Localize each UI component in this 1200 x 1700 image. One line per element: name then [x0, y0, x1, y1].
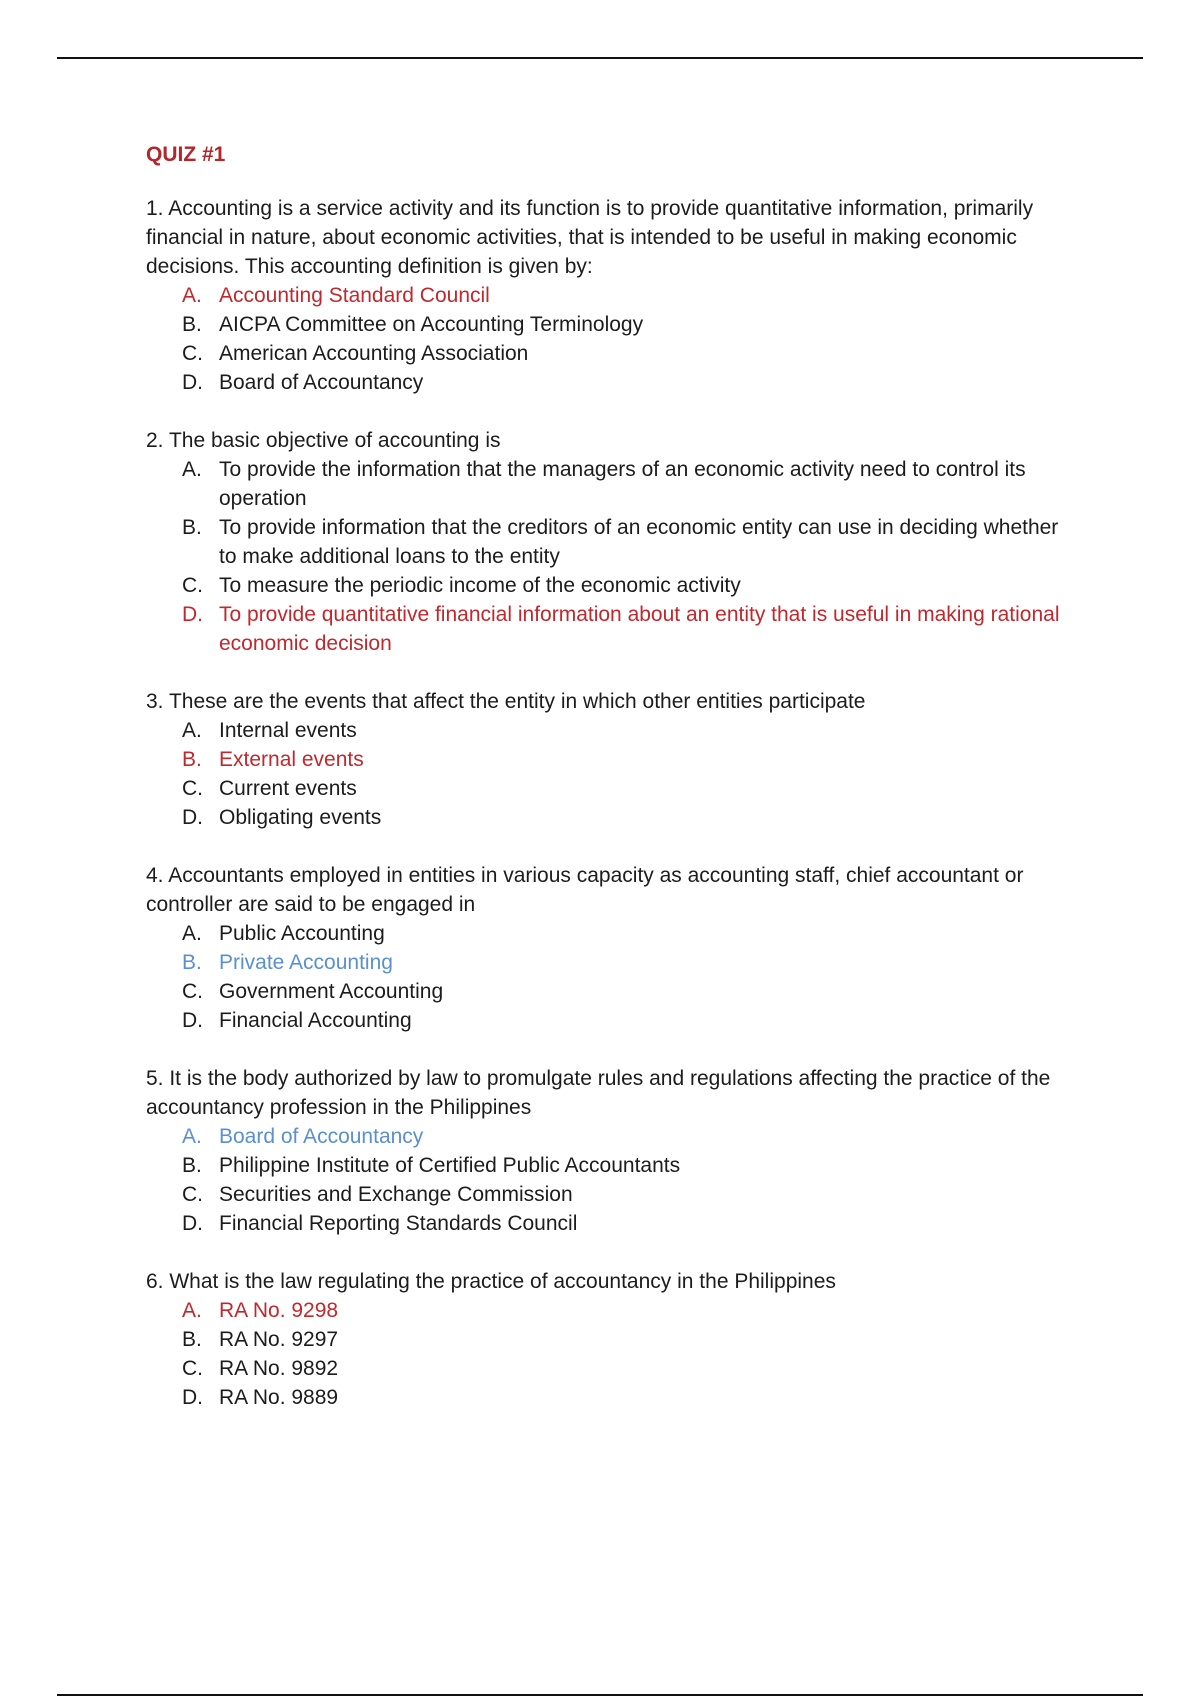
- choice-letter: D.: [182, 603, 203, 626]
- choice-text: American Accounting Association: [219, 342, 529, 365]
- choice-letter: C.: [182, 574, 203, 597]
- choice-text: External events: [219, 748, 364, 771]
- choice-list: [146, 455, 1086, 658]
- choice-letter: B.: [182, 951, 202, 974]
- choice-letter: A.: [182, 458, 202, 481]
- choice-text: RA No. 9297: [219, 1328, 339, 1351]
- choice-2-d: [146, 600, 1086, 658]
- choice-text: AICPA Committee on Accounting Terminology: [219, 313, 644, 336]
- question-text: 4. Accountants employed in entities in various capacity as accounting staff, chief accountant or controller are said to be engaged in: [146, 864, 1024, 916]
- choice-text: Obligating events: [219, 806, 382, 829]
- question-4: [146, 861, 1086, 1035]
- choice-letter: D.: [182, 1386, 203, 1409]
- choice-5-c: [146, 1180, 1086, 1209]
- choice-letter: B.: [182, 748, 202, 771]
- quiz-title: QUIZ #1: [146, 143, 226, 166]
- choice-letter: D.: [182, 1009, 203, 1032]
- choice-letter: B.: [182, 1154, 202, 1177]
- choice-letter: D.: [182, 371, 203, 394]
- choice-text: Board of Accountancy: [219, 371, 424, 394]
- choice-letter: A.: [182, 719, 202, 742]
- choice-letter: C.: [182, 1357, 203, 1380]
- choice-5-d: [146, 1209, 1086, 1238]
- choice-text: To measure the periodic income of the economic activity: [219, 574, 741, 597]
- choice-2-b: [146, 513, 1086, 571]
- choice-4-a: [146, 919, 1086, 948]
- question-text: 6. What is the law regulating the practice of accountancy in the Philippines: [146, 1270, 836, 1293]
- choice-letter: D.: [182, 806, 203, 829]
- choice-3-b: [146, 745, 1086, 774]
- choice-4-c: [146, 977, 1086, 1006]
- choice-3-a: [146, 716, 1086, 745]
- choice-text: Internal events: [219, 719, 357, 742]
- choice-text: Board of Accountancy: [219, 1125, 424, 1148]
- choice-4-d: [146, 1006, 1086, 1035]
- choice-text: Government Accounting: [219, 980, 444, 1003]
- choice-list: [146, 919, 1086, 1035]
- choice-text: RA No. 9892: [219, 1357, 339, 1380]
- choice-letter: C.: [182, 342, 203, 365]
- top-rule: [57, 57, 1143, 59]
- choice-text: Securities and Exchange Commission: [219, 1183, 573, 1206]
- choice-5-a: [146, 1122, 1086, 1151]
- choice-5-b: [146, 1151, 1086, 1180]
- choice-3-c: [146, 774, 1086, 803]
- question-3: [146, 687, 1086, 832]
- question-6: [146, 1267, 1086, 1412]
- choice-text: To provide quantitative financial information about an entity that is useful in making rational economic decision: [219, 603, 1060, 655]
- choice-text: RA No. 9889: [219, 1386, 339, 1409]
- question-5: [146, 1064, 1086, 1238]
- choice-text: Financial Accounting: [219, 1009, 412, 1032]
- choice-letter: B.: [182, 516, 202, 539]
- choice-2-c: [146, 571, 1086, 600]
- choice-text: Accounting Standard Council: [219, 284, 490, 307]
- choice-text: Private Accounting: [219, 951, 393, 974]
- choice-1-a: [146, 281, 1086, 310]
- choice-letter: A.: [182, 922, 202, 945]
- choice-letter: D.: [182, 1212, 203, 1235]
- choice-text: To provide information that the creditors of an economic entity can use in deciding whether to make additional loans to the entity: [219, 516, 1059, 568]
- choice-list: [146, 1122, 1086, 1238]
- choice-letter: C.: [182, 980, 203, 1003]
- choice-letter: C.: [182, 777, 203, 800]
- choice-letter: A.: [182, 1299, 202, 1322]
- choice-letter: B.: [182, 1328, 202, 1351]
- question-2: [146, 426, 1086, 658]
- choice-6-b: [146, 1325, 1086, 1354]
- choice-text: Public Accounting: [219, 922, 385, 945]
- choice-text: Current events: [219, 777, 357, 800]
- choice-3-d: [146, 803, 1086, 832]
- choice-1-c: [146, 339, 1086, 368]
- question-text: 5. It is the body authorized by law to promulgate rules and regulations affecting the practice of the accountancy profession in the Philippines: [146, 1067, 1051, 1119]
- choice-6-d: [146, 1383, 1086, 1412]
- quiz-page: [146, 140, 1086, 1441]
- choice-letter: B.: [182, 313, 202, 336]
- choice-text: To provide the information that the managers of an economic activity need to control its operation: [219, 458, 1026, 510]
- choice-letter: C.: [182, 1183, 203, 1206]
- choice-6-a: [146, 1296, 1086, 1325]
- choice-letter: A.: [182, 284, 202, 307]
- choice-6-c: [146, 1354, 1086, 1383]
- question-list: [146, 194, 1086, 1412]
- bottom-rule: [57, 1694, 1143, 1696]
- question-text: 1. Accounting is a service activity and its function is to provide quantitative information, primarily financial in nature, about economic activities, that is intended to be useful in making economic decisions. This accounting definition is given by:: [146, 197, 1034, 278]
- choice-1-b: [146, 310, 1086, 339]
- question-text: 2. The basic objective of accounting is: [146, 429, 501, 452]
- question-1: [146, 194, 1086, 397]
- choice-1-d: [146, 368, 1086, 397]
- question-text: 3. These are the events that affect the entity in which other entities participate: [146, 690, 866, 713]
- choice-2-a: [146, 455, 1086, 513]
- choice-letter: A.: [182, 1125, 202, 1148]
- choice-text: Philippine Institute of Certified Public Accountants: [219, 1154, 681, 1177]
- choice-list: [146, 1296, 1086, 1412]
- choice-list: [146, 716, 1086, 832]
- choice-text: RA No. 9298: [219, 1299, 339, 1322]
- choice-text: Financial Reporting Standards Council: [219, 1212, 578, 1235]
- choice-4-b: [146, 948, 1086, 977]
- choice-list: [146, 281, 1086, 397]
